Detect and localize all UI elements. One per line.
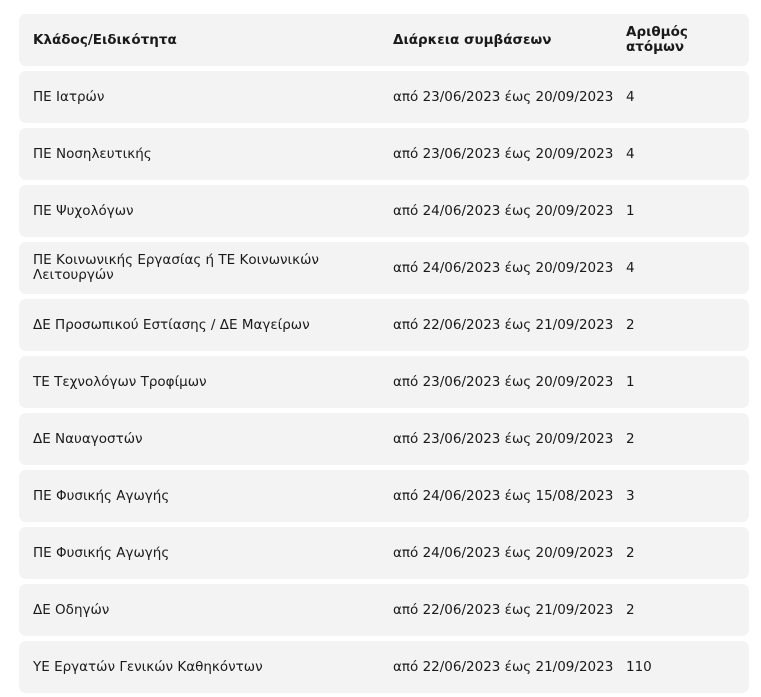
duration-cell: από 23/06/2023 έως 20/09/2023 [393,145,614,162]
specialty-cell: ΔΕ Οδηγών [33,601,110,618]
specialty-cell: ΔΕ Ναυαγοστών [33,430,143,447]
table-header-row [19,14,749,66]
table-row [19,641,749,693]
count-cell: 1 [626,373,635,390]
count-cell: 4 [626,88,635,105]
duration-cell: από 22/06/2023 έως 21/09/2023 [393,316,614,333]
table-row [19,299,749,351]
count-cell: 4 [626,145,635,162]
table-row [19,470,749,522]
header-duration: Διάρκεια συμβάσεων [393,31,552,48]
header-specialty: Κλάδος/Ειδικότητα [33,31,177,48]
duration-cell: από 24/06/2023 έως 20/09/2023 [393,544,614,561]
specialty-cell: ΠΕ Φυσικής Αγωγής [33,487,170,504]
specialty-cell: ΠΕ Φυσικής Αγωγής [33,544,170,561]
table-row [19,584,749,636]
duration-cell: από 22/06/2023 έως 21/09/2023 [393,658,614,675]
count-cell: 4 [626,259,635,276]
specialty-cell: ΠΕ Κοινωνικής Εργασίας ή ΤΕ Κοινωνικών Λειτουργών [33,252,319,283]
specialty-cell: ΠΕ Νοσηλευτικής [33,145,152,162]
specialty-cell: ΔΕ Προσωπικού Εστίασης / ΔΕ Μαγείρων [33,316,310,333]
table-row [19,356,749,408]
staffing-table [19,0,749,693]
duration-cell: από 24/06/2023 έως 20/09/2023 [393,259,614,276]
duration-cell: από 22/06/2023 έως 21/09/2023 [393,601,614,618]
count-cell: 2 [626,430,635,447]
count-cell: 1 [626,202,635,219]
table-row [19,413,749,465]
duration-cell: από 24/06/2023 έως 15/08/2023 [393,487,614,504]
duration-cell: από 23/06/2023 έως 20/09/2023 [393,430,614,447]
count-cell: 2 [626,316,635,333]
specialty-cell: ΤΕ Τεχνολόγων Τροφίμων [33,373,207,390]
specialty-cell: ΠΕ Ψυχολόγων [33,202,134,219]
count-cell: 2 [626,544,635,561]
duration-cell: από 23/06/2023 έως 20/09/2023 [393,88,614,105]
specialty-cell: ΠΕ Ιατρών [33,88,105,105]
table-body [19,71,749,693]
header-count: Αριθμός ατόμων [626,24,688,55]
table-row [19,242,749,294]
table-row [19,71,749,123]
count-cell: 2 [626,601,635,618]
table-row [19,185,749,237]
table-row [19,527,749,579]
duration-cell: από 24/06/2023 έως 20/09/2023 [393,202,614,219]
count-cell: 110 [626,658,652,675]
specialty-cell: ΥΕ Εργατών Γενικών Καθηκόντων [33,658,263,675]
duration-cell: από 23/06/2023 έως 20/09/2023 [393,373,614,390]
count-cell: 3 [626,487,635,504]
table-row [19,128,749,180]
